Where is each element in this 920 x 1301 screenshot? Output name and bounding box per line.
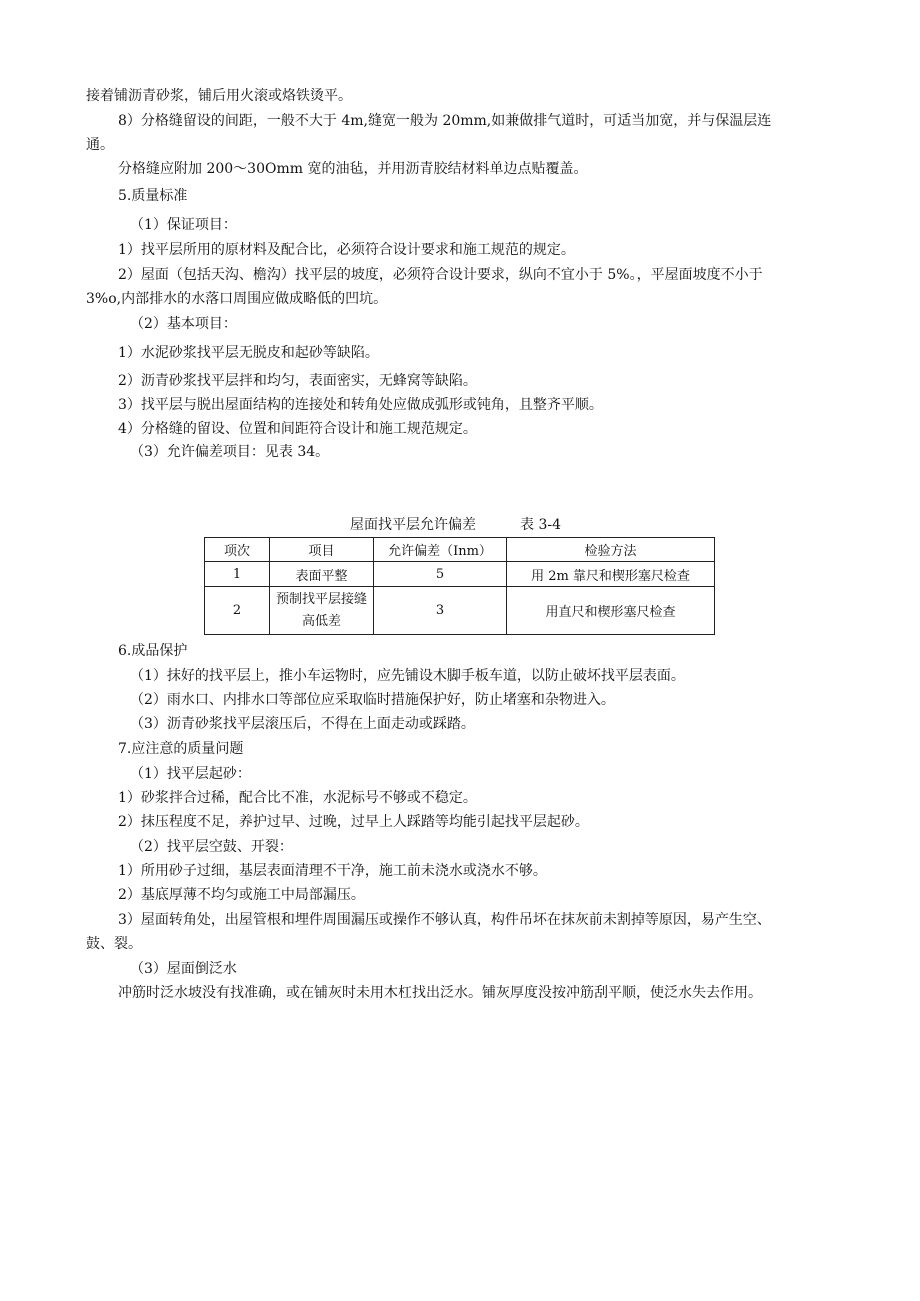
header-cell: 检验方法 <box>507 538 715 562</box>
row-item-line2: 高低差 <box>301 613 341 629</box>
paragraph: 冲筋时泛水坡没有找准确，或在铺灰时未用木杠找出泛水。铺灰厚度没按冲筋刮平顺，使泛水失去作用。 <box>118 985 762 1001</box>
table-header-row <box>205 538 715 562</box>
row-item-line1: 预制找平层接缝 <box>275 591 367 607</box>
paragraph: 1）砂浆拌合过稀，配合比不准，水泥标号不够或不稳定。 <box>118 790 477 806</box>
subsection-heading: （3）允许偏差项目：见表 34。 <box>130 444 330 460</box>
row-number: 1 <box>205 562 270 587</box>
row-item: 表面平整 <box>270 562 374 587</box>
paragraph: 4）分格缝的留设、位置和间距符合设计和施工规范规定。 <box>118 421 477 437</box>
header-cell: 允许偏差（Inm） <box>374 538 507 562</box>
deviation-table <box>204 537 715 635</box>
subsection-heading: （1）保证项目： <box>130 217 237 233</box>
row-method: 用直尺和楔形塞尺检查 <box>507 587 715 635</box>
table-caption <box>350 515 561 535</box>
subsection-heading: （1）找平层起砂： <box>130 766 251 782</box>
paragraph: 1）所用砂子过细，基层表面清理不干净，施工前未浇水或浇水不够。 <box>118 863 547 879</box>
subsection-heading: （3）屋面倒泛水 <box>130 961 237 977</box>
paragraph: 1）水泥砂浆找平层无脱皮和起砂等缺陷。 <box>118 345 379 361</box>
table-number: 表 3-4 <box>520 517 561 533</box>
paragraph: 3）屋面转角处，出屋管根和埋件周围漏压或操作不够认真，构件吊坏在抹灰前未割掉等原因，易产生空、 <box>118 912 771 928</box>
paragraph: 3）找平层与脱出屋面结构的连接处和转角处应做成弧形或钝角，且整齐平顺。 <box>118 397 603 413</box>
table-title: 屋面找平层允许偏差 <box>350 517 476 533</box>
section-heading: 6.成品保护 <box>118 643 188 659</box>
paragraph: 8）分格缝留设的间距，一般不大于 4m,缝宽一般为 20mm,如兼做排气道时，可适当加宽，并与保温层连 <box>118 113 772 129</box>
paragraph: 1）找平层所用的原材料及配合比，必须符合设计要求和施工规范的规定。 <box>118 242 575 258</box>
table-row <box>205 587 715 635</box>
header-cell: 项目 <box>270 538 374 562</box>
row-tolerance: 5 <box>374 562 507 587</box>
paragraph: 鼓、裂。 <box>86 936 142 952</box>
paragraph: （1）抹好的找平层上，推小车运物时，应先铺设木脚手板车道，以防止破坏找平层表面。 <box>130 668 685 684</box>
header-cell: 项次 <box>205 538 270 562</box>
paragraph: 2）基底厚薄不均匀或施工中局部漏压。 <box>118 887 365 903</box>
row-method: 用 2m 靠尺和楔形塞尺检查 <box>507 562 715 587</box>
row-number: 2 <box>205 587 270 635</box>
paragraph: 2）抹压程度不足，养护过早、过晚，过早上人踩踏等均能引起找平层起砂。 <box>118 814 589 830</box>
paragraph: 3%o,内部排水的水落口周围应做成略低的凹坑。 <box>86 291 388 307</box>
table-row <box>205 562 715 587</box>
paragraph: 接着铺沥青砂浆，铺后用火滚或烙铁烫平。 <box>86 88 352 104</box>
row-item <box>270 587 374 635</box>
paragraph: （2）雨水口、内排水口等部位应采取临时措施保护好，防止堵塞和杂物进入。 <box>130 692 615 708</box>
paragraph: 2）沥青砂浆找平层拌和均匀，表面密实，无蜂窝等缺陷。 <box>118 373 477 389</box>
paragraph: 分格缝应附加 200～30Omm 宽的油毡，并用沥青胶结材料单边点贴覆盖。 <box>118 161 588 177</box>
paragraph: （3）沥青砂浆找平层滚压后，不得在上面走动或踩踏。 <box>130 716 475 732</box>
section-heading: 7.应注意的质量问题 <box>118 741 244 757</box>
paragraph: 2）屋面（包括天沟、檐沟）找平层的坡度，必须符合设计要求，纵向不宜小于 5%。，平屋面坡度不小于 <box>118 267 763 283</box>
subsection-heading: （2）找平层空鼓、开裂： <box>130 839 293 855</box>
subsection-heading: （2）基本项目： <box>130 316 237 332</box>
row-tolerance: 3 <box>374 587 507 635</box>
paragraph: 通。 <box>86 137 114 153</box>
section-heading: 5.质量标准 <box>118 188 188 204</box>
